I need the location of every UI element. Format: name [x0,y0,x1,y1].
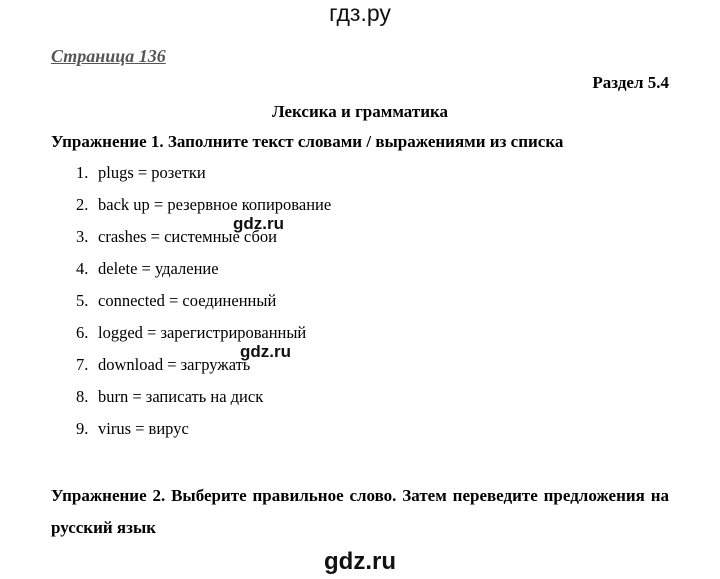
item-text: download = загружать [98,355,251,374]
list-item [76,194,331,226]
item-number: 6. [76,323,89,342]
item-number: 4. [76,259,89,278]
item-number: 9. [76,419,89,438]
item-text: logged = зарегистрированный [98,323,307,342]
watermark-top: гдз.ру [329,0,391,26]
list-item [76,322,331,354]
list-item [76,258,331,290]
list-item [76,290,331,322]
item-number: 8. [76,387,89,406]
item-text: back up = резервное копирование [98,195,332,214]
list-item [76,418,331,450]
exercise-1-heading: Упражнение 1. Заполните текст словами / выражениями из списка [51,132,564,151]
item-number: 1. [76,163,89,182]
section-label: Раздел 5.4 [592,73,669,92]
watermark-inline: gdz.ru [233,214,284,233]
item-number: 7. [76,355,89,374]
exercise-1-list [76,162,331,450]
exercise-2-heading: Упражнение 2. Выберите правильное слово. Затем переведите предложения на русский язык [51,486,669,537]
item-text: burn = записать на диск [98,387,264,406]
item-text: connected = соединенный [98,291,277,310]
item-number: 2. [76,195,89,214]
watermark-bottom: gdz.ru [324,548,396,575]
item-text: delete = удаление [98,259,219,278]
list-item [76,354,331,386]
topic-title: Лексика и грамматика [271,102,449,121]
list-item [76,162,331,194]
page-label: Страница 136 [51,46,166,66]
item-text: crashes = системные сбои [98,227,277,246]
list-item [76,386,331,418]
list-item [76,226,331,258]
watermark-inline: gdz.ru [240,342,291,361]
item-text: virus = вирус [98,419,189,438]
item-number: 5. [76,291,89,310]
item-number: 3. [76,227,89,246]
item-text: plugs = розетки [98,163,206,182]
